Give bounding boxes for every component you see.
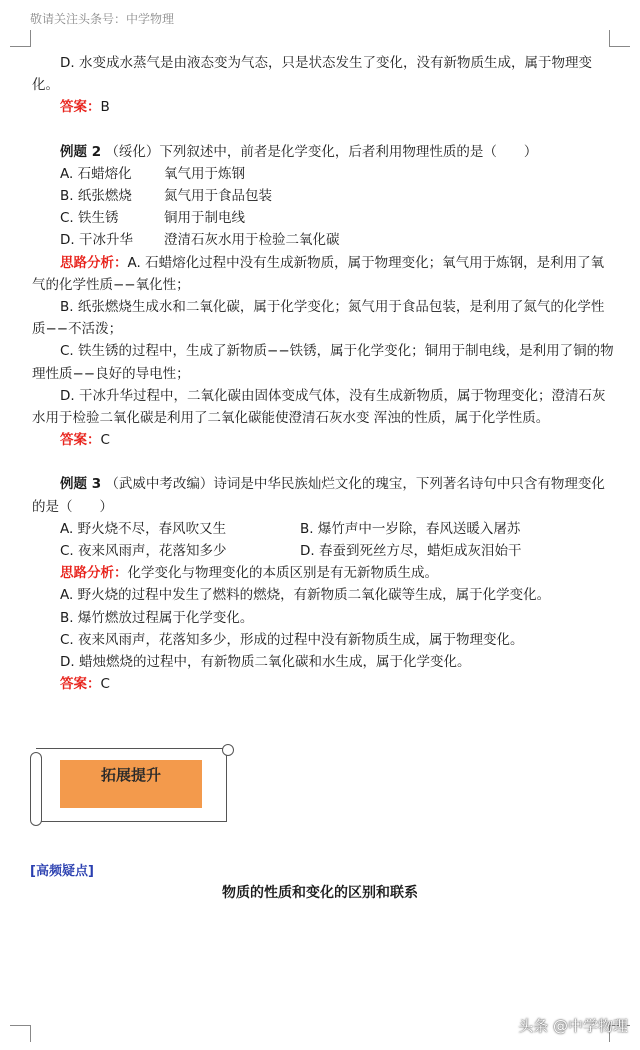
document-body (32, 52, 614, 695)
answer-label: 答案： (60, 432, 101, 449)
example2-question-text: （绥化）下列叙述中，前者是化学变化，后者利用物理性质的是（ ） (105, 143, 538, 160)
option-right: B. 爆竹声中一岁除，春风送暖入屠苏 (300, 520, 521, 537)
high-frequency-label: [高频疑点] (30, 864, 94, 879)
analysis-text: A. 石蜡熔化过程中没有生成新物质，属于物理变化；氧气用于炼钢，是利用了氧气的化学性质−−氧化性； (32, 254, 605, 293)
example2-option (32, 229, 614, 251)
example3-title: 例题 3 (60, 476, 102, 493)
option-left: A. 野火烧不尽，春风吹又生 (60, 520, 227, 537)
option-right: D. 春蚕到死丝方尽，蜡炬成灰泪始干 (300, 543, 522, 560)
option-right: 铜用于制电线 (164, 210, 245, 227)
analysis-paragraph: D. 干冰升华过程中，二氧化碳由固体变成气体，没有生成新物质，属于物理变化；澄清石灰水用于检验二氧化碳是利用了二氧化碳能使澄清石灰水变 浑浊的性质，属于化学性质。 (32, 387, 606, 427)
page-header: 敬请关注头条号：中学物理 (30, 12, 175, 26)
example3-option-row (32, 540, 614, 562)
option-right: 氧气用于炼钢 (164, 165, 245, 182)
crop-mark-top-right (609, 30, 630, 47)
analysis-text: 化学变化与物理变化的本质区别是有无新物质生成。 (127, 565, 438, 582)
scroll-roll-left (30, 752, 42, 826)
option-left: C. 铁生锈 (60, 210, 119, 227)
answer-line (32, 673, 614, 695)
analysis-paragraph: C. 铁生锈的过程中，生成了新物质−−铁锈，属于化学变化；铜用于制电线，是利用了铜的物理性质−−良好的导电性； (32, 343, 614, 382)
answer-value: B (100, 99, 110, 116)
option-left: A. 石蜡熔化 (60, 165, 132, 182)
analysis-paragraph: B. 爆竹燃放过程属于化学变化。 (60, 609, 254, 626)
example2-analysis (32, 252, 614, 296)
answer-value: C (100, 432, 110, 449)
example2-option (32, 163, 614, 185)
analysis-paragraph: C. 夜来风雨声，花落知多少，形成的过程中没有新物质生成，属于物理变化。 (60, 631, 524, 648)
example3-analysis (32, 562, 614, 584)
analysis-paragraph: B. 纸张燃烧生成水和二氧化碳，属于化学变化；氮气用于食品包装，是利用了氮气的化学性质−−不活泼； (32, 299, 605, 338)
option-right: 澄清石灰水用于检验二氧化碳 (164, 232, 340, 249)
answer-value: C (100, 676, 110, 693)
example3-question (32, 473, 614, 517)
option-d-text: D. 水变成水蒸气是由液态变为气态，只是状态发生了变化，没有新物质生成，属于物理变化。 (32, 55, 592, 94)
example2-title: 例题 2 (60, 143, 102, 160)
option-left: B. 纸张燃烧 (60, 188, 132, 205)
banner-label: 拓展提升 (60, 760, 202, 808)
section-title: 物质的性质和变化的区别和联系 (222, 885, 418, 901)
answer-line (32, 96, 614, 118)
crop-mark-top-left (10, 30, 31, 47)
answer-label: 答案： (60, 99, 101, 116)
answer-label: 答案： (60, 676, 101, 693)
analysis-label: 思路分析： (60, 254, 128, 271)
analysis-paragraph: A. 野火烧的过程中发生了燃料的燃烧，有新物质二氧化碳等生成，属于化学变化。 (60, 587, 551, 604)
analysis-paragraph: D. 蜡烛燃烧的过程中，有新物质二氧化碳和水生成，属于化学变化。 (60, 654, 471, 671)
example2-option (32, 185, 614, 207)
example2-option (32, 207, 614, 229)
option-right: 氮气用于食品包装 (164, 188, 272, 205)
scroll-banner (30, 744, 230, 826)
answer-line (32, 429, 614, 451)
analysis-label: 思路分析： (60, 565, 128, 582)
example2-question (32, 141, 614, 163)
option-left: C. 夜来风雨声，花落知多少 (60, 543, 227, 560)
watermark: 头条 @中学物理 (518, 1017, 628, 1035)
example3-option-row (32, 518, 614, 540)
crop-mark-bottom-left (10, 1025, 31, 1042)
option-left: D. 干冰升华 (60, 232, 133, 249)
scroll-roll-right (222, 744, 234, 756)
example3-question-text: （武威中考改编）诗词是中华民族灿烂文化的瑰宝，下列著名诗句中只含有物理变化的是（ ） (32, 476, 605, 515)
